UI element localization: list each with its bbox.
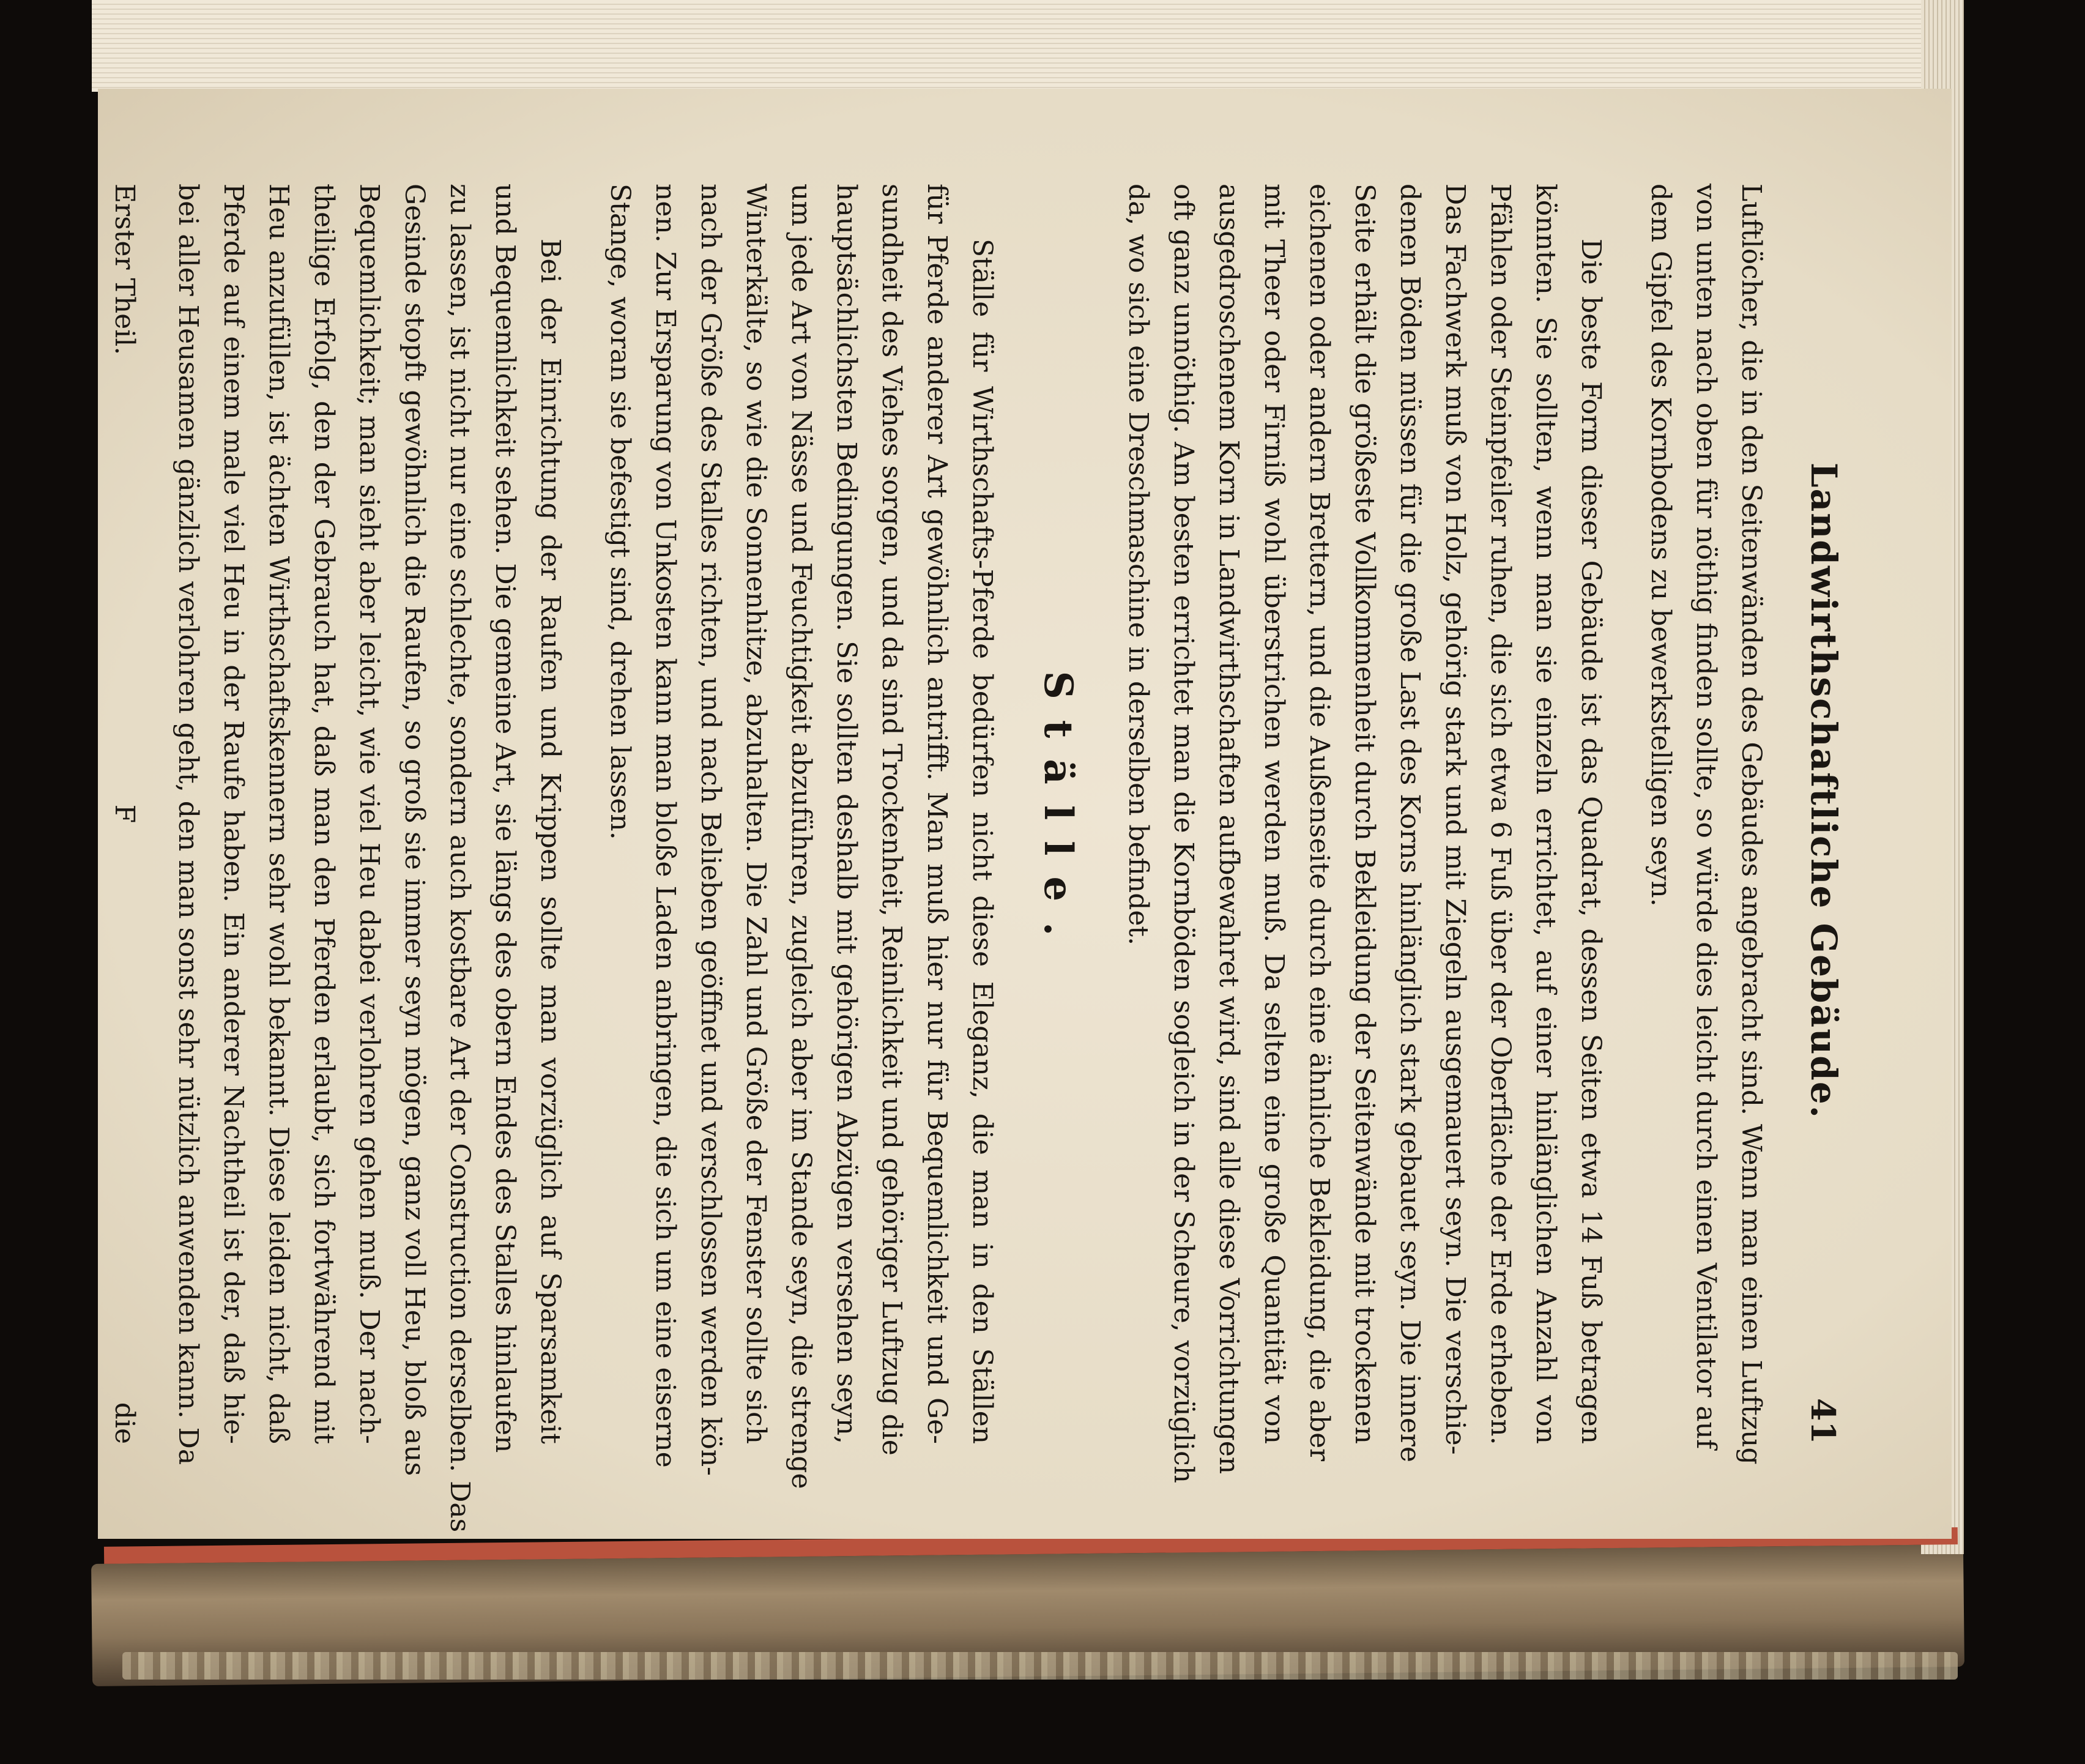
text-line: bei aller Heusamen gänzlich verlohren geht, den man sonst sehr nützlich anwenden kann. Da <box>173 184 204 1465</box>
text-line: Bei der Einrichtung der Raufen und Krippen sollte man vorzüglich auf Sparsamkeit <box>535 239 566 1444</box>
text-line: Das Fachwerk muß von Holz, gehörig stark und mit Ziegeln ausgemauert seyn. Die verschie- <box>1440 184 1471 1455</box>
text-line: hauptsächlichsten Bedingungen. Sie sollten deshalb mit gehörigen Abzügen versehen seyn, <box>831 184 862 1444</box>
text-line: Die beste Form dieser Gebäude ist das Quadrat, dessen Seiten etwa 14 Fuß betragen <box>1575 239 1607 1444</box>
section-heading: Ställe. <box>1035 671 1081 957</box>
text-line: ausgedroschenem Korn in Landwirthschaften aufbewahret wird, sind alle diese Vorrichtungen <box>1213 184 1244 1475</box>
paragraph <box>1638 184 1774 1465</box>
running-header <box>1803 184 1845 1444</box>
book-page <box>98 89 1952 1539</box>
text-line: von unten nach oben für nöthig finden sollte, so würde dies leicht durch einen Ventilator auf <box>1690 184 1722 1450</box>
printed-text-block <box>109 184 1845 1533</box>
text-line: Pfählen oder Steinpfeiler ruhen, die sich etwa 6 Fuß über der Oberfläche der Erde erheben. <box>1485 184 1516 1445</box>
text-line: Seite erhält die größeste Vollkommenheit durch Bekleidung der Seitenwände mit trockenen <box>1349 184 1380 1444</box>
text-line: und Bequemlichkeit sehen. Die gemeine Art, sie längs des obern Endes des Stalles hinlaufen <box>489 184 521 1453</box>
text-line: Luftlöcher, die in den Seitenwänden des Gebäudes angebracht sind. Wenn man einen Luftzug <box>1736 184 1767 1465</box>
paragraph <box>1115 184 1613 1483</box>
text-line: Ställe für Wirthschafts-Pferde bedürfen nicht diese Eleganz, die man in den Ställen <box>967 239 998 1444</box>
volume-note: Erster Theil. <box>109 184 140 355</box>
catchword: die <box>109 1402 140 1445</box>
page-stack-edge <box>92 0 1958 92</box>
text-line: da, wo sich eine Dreschmaschine in derselben befindet. <box>1123 184 1154 946</box>
text-line: Gesinde stopft gewöhnlich die Raufen, so groß sie immer seyn mögen, ganz voll Heu, bloß aus <box>399 184 430 1476</box>
text-line: Stange, woran sie befestigt sind, drehen lassen. <box>604 184 636 840</box>
text-line: Winterkälte, so wie die Sonnenhitze, abzuhalten. Die Zahl und Größe der Fenster sollte sich <box>740 184 771 1444</box>
text-line: oft ganz unnöthig. Am besten errichtet man die Kornböden sogleich in der Scheure, vorzüglich <box>1168 184 1199 1483</box>
text-line: denen Böden müssen für die große Last des Korns hinlänglich stark gebauet seyn. Die innere <box>1394 184 1425 1462</box>
text-line: für Pferde anderer Art gewöhnlich antrifft. Man muß hier nur für Bequemlichkeit und Ge- <box>921 184 953 1444</box>
text-line: nach der Größe des Stalles richten, und nach Belieben geöffnet und verschlossen werden kön- <box>695 184 726 1476</box>
text-line: mit Theer oder Firniß wohl überstrichen werden muß. Da selten eine große Quantität von <box>1258 184 1290 1444</box>
paragraph <box>597 184 1005 1489</box>
paragraph <box>165 184 573 1533</box>
text-line: könnten. Sie sollten, wenn man sie einzeln errichtet, auf einer hinlänglichen Anzahl von <box>1530 184 1561 1444</box>
text-line: Bequemlichkeit; man sieht aber leicht, wie viel Heu dabei verlohren gehen muß. Der nach- <box>354 184 385 1444</box>
text-line: eichenen oder andern Brettern, und die Außenseite durch eine ähnliche Bekleidung, die aber <box>1304 184 1335 1462</box>
text-line: um jede Art von Nässe und Feuchtigkeit abzuführen, zugleich aber im Stande seyn, die strenge <box>786 184 817 1489</box>
text-line: dem Gipfel des Kornbodens zu bewerkstelligen seyn. <box>1645 184 1676 907</box>
text-line: Pferde auf einem male viel Heu in der Raufe haben. Ein anderer Nachtheil ist der, daß hie- <box>218 184 249 1444</box>
text-line: sundheit des Viehes sorgen, und da sind Trockenheit, Reinlichkeit und gehöriger Luftzug die <box>876 184 907 1456</box>
running-title: Landwirthschaftliche Gebäude. <box>1803 462 1845 1119</box>
page-footer <box>102 184 147 1444</box>
text-line: theilige Erfolg, den der Gebrauch hat, daß man den Pferden erlaubt, sich fortwährend mit <box>308 184 340 1444</box>
text-line: nen. Zur Ersparung von Unkosten kann man bloße Laden anbringen, die sich um eine eiserne <box>650 184 681 1468</box>
text-line: Heu anzufüllen, ist ächten Wirthschaftskennern sehr wohl bekannt. Diese leiden nicht, daß <box>263 184 294 1444</box>
page-number: 41 <box>1804 1397 1843 1444</box>
signature-mark: F <box>109 804 140 824</box>
frayed-binding-edge <box>122 1652 1958 1680</box>
text-line: zu lassen, ist nicht nur eine schlechte, sondern auch kostbare Art der Construction derselben. Das <box>444 184 475 1533</box>
